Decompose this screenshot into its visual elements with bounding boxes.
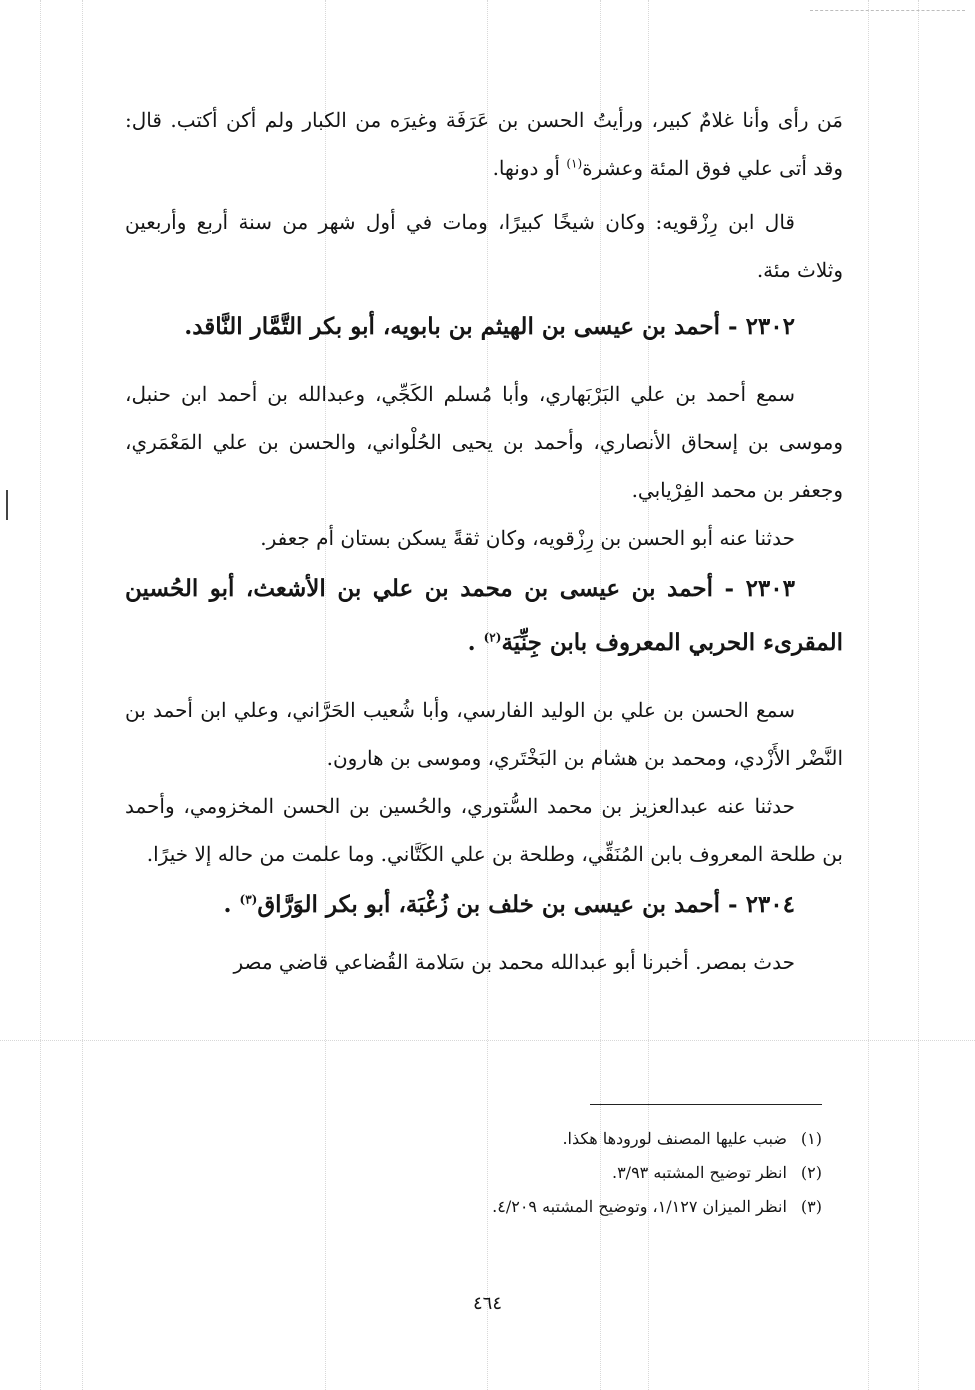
paragraph: سمع أحمد بن علي البَرْبَهاري، وأبا مُسلم الكَجِّي، وعبدالله بن أحمد ابن حنبل، وموسى بن إسحاق الأنصاري، وأحمد بن يحيى الحُلْواني، والحسن بن علي المَعْمَري، وجعفر بن محمد الفِرْيابي. xyxy=(125,382,843,502)
footnote-number: (١) xyxy=(800,1129,822,1148)
footnote-ref: (١) xyxy=(566,156,583,171)
footnote-number: (٣) xyxy=(800,1197,822,1216)
footnotes xyxy=(380,1122,822,1224)
footnote-number: (٢) xyxy=(800,1163,822,1182)
footnote xyxy=(380,1156,822,1190)
scan-guide-line xyxy=(810,10,965,11)
footnote-text: انظر توضيح المشتبه ٣/٩٣. xyxy=(611,1163,787,1182)
entry-heading-2303: ٢٣٠٣ - أحمد بن عيسى بن محمد بن علي بن الأشعث، أبو الحُسين المقرىء الحربي المعروف بابن جِنِّيَة$^{(٢)}$ . xyxy=(125,575,843,656)
paragraph: قال ابن رِزْقويه: وكان شيخًا كبيرًا، ومات في أول شهر من سنة أربع وأربعين وثلاث مئة. xyxy=(125,210,843,282)
paragraph: مَن رأى وأنا غلامٌ كبير، ورأيتُ الحسن بن عَرَفَة وغيرَه من الكبار ولم أكن أكتب. قال: وقد أتى علي فوق المئة وعشرة$^{(١)}$ أو دونها. xyxy=(125,108,843,180)
paragraph: حدثنا عنه عبدالعزيز بن محمد السُّتوري، والحُسين بن الحسن المخزومي، وأحمد بن طلحة المعروف بابن المُنَقِّي، وطلحة بن علي الكَتَّاني. وما علمت من حاله إلا خيرًا. xyxy=(125,794,843,866)
scan-guide-line xyxy=(82,0,83,1390)
footnote-ref: (٣) xyxy=(239,892,258,907)
scan-guide-line xyxy=(40,0,41,1390)
main-text xyxy=(125,96,843,986)
page-number: ٤٦٤ xyxy=(472,1293,502,1314)
paragraph: سمع الحسن بن علي بن الوليد الفارسي، وأبا شُعيب الحَرَّاني، وعلي ابن أحمد بن النَّضْر الأَزْدي، ومحمد بن هشام بن البَخْتَري، وموسى بن هارون. xyxy=(125,698,843,770)
footnote xyxy=(380,1190,822,1224)
scan-guide-line xyxy=(0,1040,975,1041)
entry-heading-2302: ٢٣٠٢ - أحمد بن عيسى بن الهيثم بن بابويه، أبو بكر التَّمَّار النَّاقد. xyxy=(184,313,795,340)
scan-guide-line xyxy=(868,0,869,1390)
footnote-separator xyxy=(590,1104,822,1105)
paragraph: حدث بمصر. أخبرنا أبو عبدالله محمد بن سَلامة القُضاعي قاضي مصر xyxy=(233,950,795,974)
footnote-text: ضبب عليها المصنف لورودها هكذا. xyxy=(562,1129,787,1148)
footnote-text: انظر الميزان ١/١٢٧، وتوضيح المشتبه ٤/٢٠٩. xyxy=(492,1197,787,1216)
margin-mark xyxy=(6,490,8,520)
footnote xyxy=(380,1122,822,1156)
paragraph: حدثنا عنه أبو الحسن بن رِزْقويه، وكان ثقةً يسكن بستان أم جعفر. xyxy=(260,526,795,550)
scan-guide-line xyxy=(918,0,919,1390)
entry-heading-2304: ٢٣٠٤ - أحمد بن عيسى بن خلف بن زُغْبَة، أبو بكر الوَرَّاق$^{(٣)}$ . xyxy=(223,891,795,918)
footnote-ref: (٢) xyxy=(483,630,502,645)
